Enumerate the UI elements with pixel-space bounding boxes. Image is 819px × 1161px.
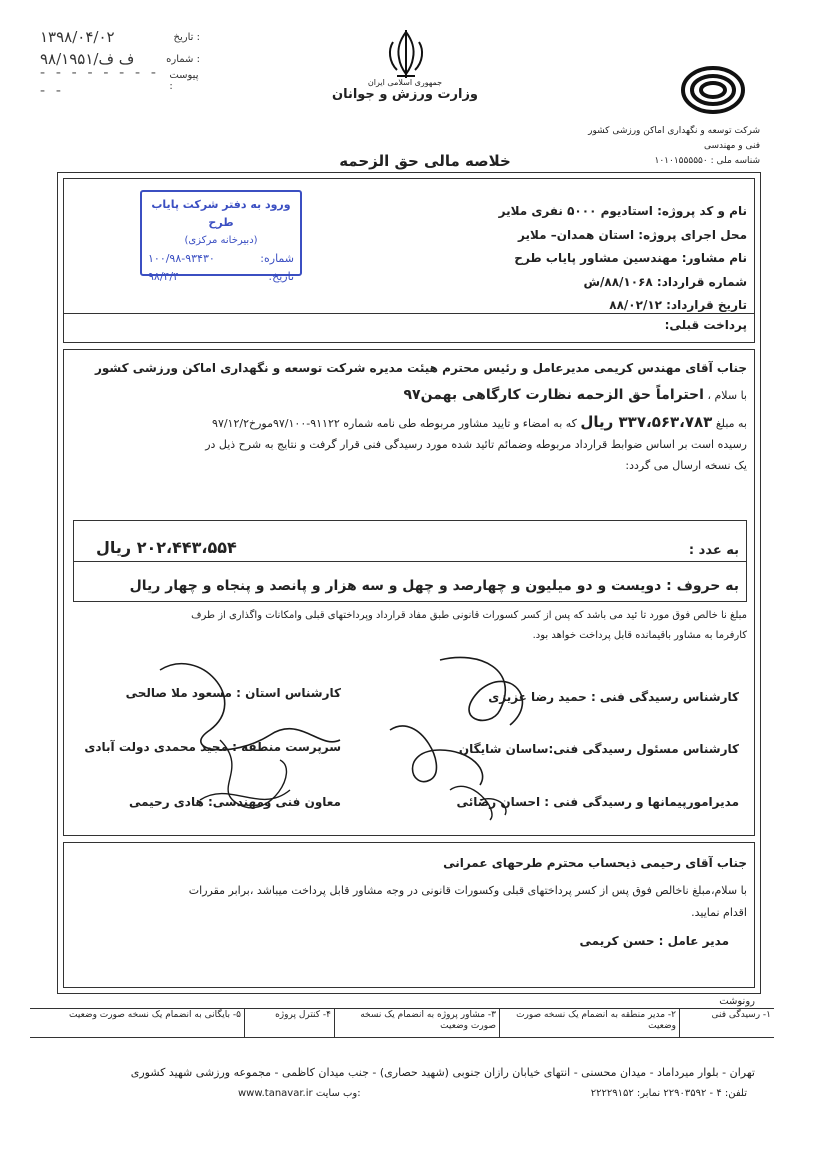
project-location: محل اجرای پروژه: استان همدان– ملایر	[518, 227, 747, 242]
republic-text: جمهوری اسلامی ایران	[367, 78, 443, 87]
letter-body	[67, 358, 747, 476]
letter-body-1: که به امضاء و تایید مشاور مربوطه طی نامه شماره ۹۱۱۲۲-۹۷/۱۰۰مورخ۹۷/۱۲/۲	[212, 417, 577, 430]
project-info	[327, 200, 747, 318]
letter-addressee: جناب آقای مهندس کریمی مدیرعامل و رئیس محترم هیئت مدیره شرکت توسعه و نگهداری اماکن ورزشی کشور	[95, 361, 747, 375]
stamp-title: ورود به دفتر شرکت پایاب طرح	[151, 198, 291, 229]
reference-block	[40, 26, 200, 99]
cc-item: ۴- کنترل پروژه	[244, 1009, 334, 1037]
signatory-chief-reviewer: کارشناس مسئول رسیدگی فنی:ساسان شایگان	[458, 742, 739, 756]
signatory-region-supervisor: سرپرست منطقه : مجید محمدی دولت آبادی	[84, 740, 341, 754]
cc-table	[30, 1008, 774, 1038]
footer-phone: تلفن: ۴ - ۲۲۹۰۳۵۹۲ نمابر: ۲۲۲۲۹۱۵۲	[590, 1088, 747, 1099]
amount-prefix: به مبلغ	[715, 417, 747, 430]
company-name: شرکت توسعه و نگهداری اماکن ورزشی کشور	[588, 126, 760, 136]
number-value: ۹۸/۱۹۵۱/ف ف	[40, 50, 135, 68]
date-label: تاریخ :	[173, 31, 200, 43]
footer-website[interactable]	[238, 1088, 361, 1099]
letter-amount: ۳۳۷،۵۶۳،۷۸۳ ریال	[580, 413, 713, 431]
number-label: شماره :	[166, 53, 200, 65]
closing-body-2: اقدام نمایید.	[691, 906, 747, 919]
contract-date: تاریخ قرارداد: ۸۸/۰۲/۱۲	[609, 298, 747, 312]
cc-item: ۲- مدیر منطقه به انضمام یک نسخه صورت وضعیت	[499, 1009, 679, 1037]
closing-body-1: با سلام،مبلغ ناخالص فوق پس از کسر پرداختهای قبلی وکسورات قانونی در وجه مشاور قابل پرداخت میباشد ،برابر مقررات	[188, 884, 747, 897]
previous-payment: پرداخت قبلی:	[664, 318, 747, 332]
letter-body-3: یک نسخه ارسال می گردد:	[625, 459, 747, 472]
attach-dots: - - - - - - - - - -	[40, 63, 159, 99]
receipt-stamp	[140, 190, 302, 283]
website-label: وب سایت:	[315, 1088, 361, 1099]
stamp-date-value: ۹۸/۴/۴	[148, 270, 180, 283]
signatory-tech-deputy: معاون فنی ومهندسی: هادی رحیمی	[128, 795, 341, 809]
amount-number-value: ۲۰۲،۴۴۳،۵۵۴ ریال	[96, 538, 237, 557]
document-title: خلاصه مالی حق الزحمه	[339, 152, 511, 170]
amount-number-label: به عدد :	[688, 543, 739, 558]
stamp-date-label: تاریخ:	[268, 270, 294, 283]
letter-subject: احتراماً حق الزحمه نظارت کارگاهی بهمن۹۷	[403, 387, 704, 403]
project-name: نام و کد پروژه: استادیوم ۵۰۰۰ نفری ملایر	[498, 204, 747, 218]
stamp-number-value: ۱۰۰/۹۸-۹۳۴۳۰	[148, 252, 215, 265]
cc-item: ۳- مشاور پروژه به انضمام یک نسخه صورت وضعیت	[334, 1009, 499, 1037]
amount-words: به حروف : دویست و دو میلیون و چهارصد و چهل و سه هزار و پانصد و پنجاه و چهار ریال	[129, 578, 739, 594]
attach-label: پیوست :	[169, 70, 199, 92]
footer-address: تهران - بلوار میرداماد - میدان محسنی - انتهای خیابان رازان جنوبی (شهید حصاری) - جنب میدان کاظمی - مجموعه ورزشی شهید کشوری	[130, 1066, 755, 1079]
signatory-province-expert: کارشناس استان : مسعود ملا صالحی	[125, 686, 341, 700]
company-info	[560, 124, 760, 169]
ministry-header	[330, 78, 480, 102]
department: فنی و مهندسی	[703, 141, 760, 151]
iran-emblem-icon	[383, 28, 429, 82]
national-id: شناسه ملی : ۱۰۱۰۱۵۵۵۵۵۰	[654, 156, 760, 166]
company-logo-icon	[680, 64, 746, 116]
letter-greeting: با سلام ،	[707, 389, 747, 402]
cc-item: ۱- رسیدگی فنی	[679, 1009, 774, 1037]
signatory-contracts-manager: مدیرامورپیمانها و رسیدگی فنی : احسان رضائی	[456, 795, 739, 809]
stamp-sub: (دبیرخانه مرکزی)	[184, 235, 258, 246]
ceo-signature: مدیر عامل : حسن کریمی	[579, 934, 729, 948]
ministry-text: وزارت ورزش و جوانان	[331, 87, 479, 102]
consultant-name: نام مشاور: مهندسین مشاور پایاب طرح	[514, 251, 747, 265]
signatory-tech-reviewer: کارشناس رسیدگی فنی : حمید رضا عزیزی	[488, 690, 739, 704]
note-line-2: کارفرما به مشاور باقیمانده قابل پرداخت خواهد بود.	[532, 630, 747, 641]
contract-number: شماره قرارداد: ۸۸/۱۰۶۸/ش	[583, 274, 747, 289]
closing-addressee: جناب آقای رحیمی ذیحساب محترم طرحهای عمرانی	[443, 856, 747, 870]
cc-item: ۵- بایگانی به انضمام یک نسخه صورت وضعیت	[69, 1010, 241, 1020]
website-url[interactable]: www.tanavar.ir	[238, 1088, 313, 1099]
closing-section	[67, 852, 747, 924]
note-line-1: مبلغ نا خالص فوق مورد تا ئید می باشد که پس از کسر کسورات قانونی طبق مفاد قرارداد وپرداختهای قبلی وامکانات واگذاری از طرف	[191, 610, 747, 621]
cc-title: رونوشت	[719, 996, 755, 1007]
date-value: ۱۳۹۸/۰۴/۰۲	[40, 28, 115, 46]
stamp-number-label: شماره:	[260, 252, 294, 265]
letter-body-2: رسیده است بر اساس ضوابط قرارداد مربوطه وضمائم تائید شده مورد رسیدگی فنی قرار گرفت و نتایج به شرح ذیل در	[205, 438, 747, 451]
